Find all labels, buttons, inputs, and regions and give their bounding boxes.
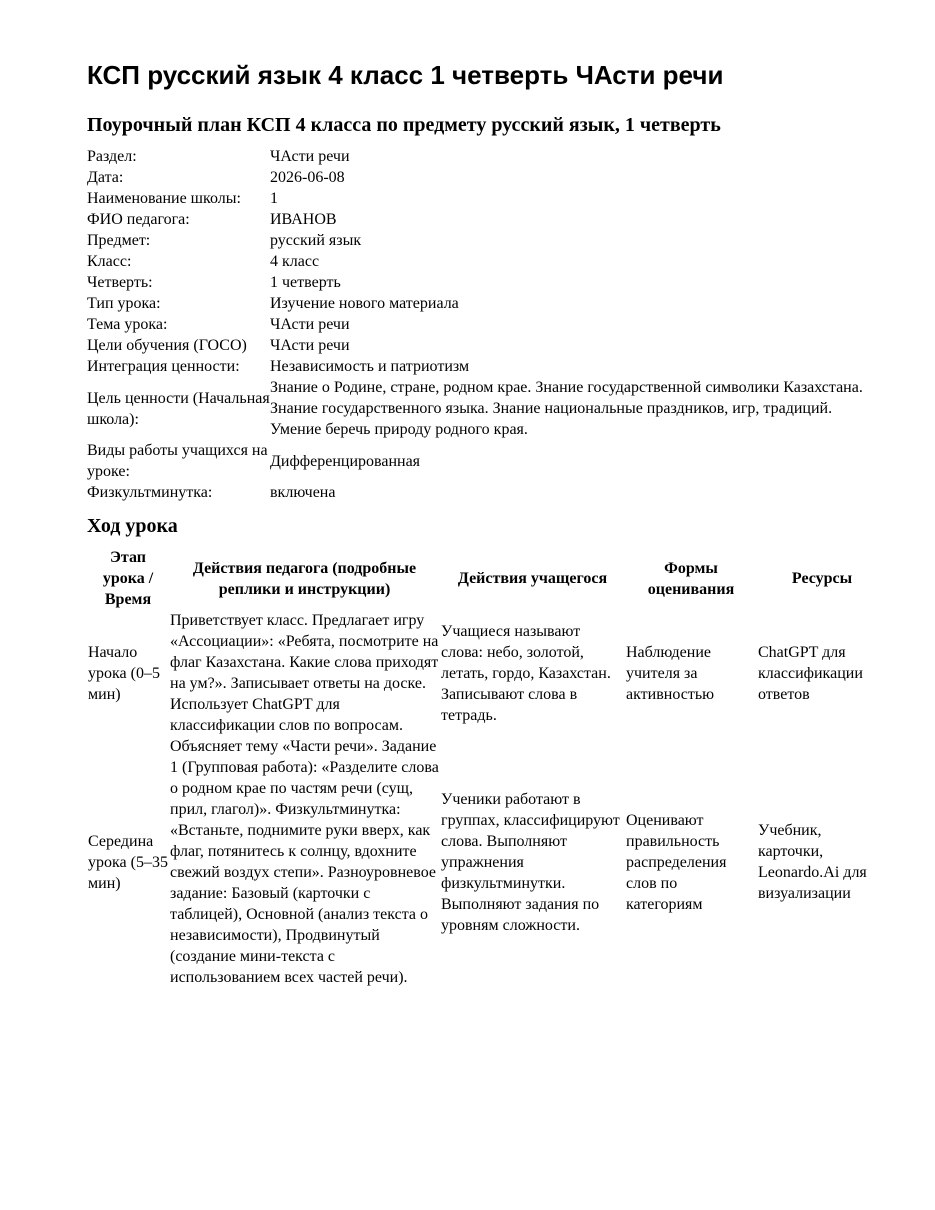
info-row [87, 230, 870, 251]
info-row [87, 209, 870, 230]
cell-resources: Учебник, карточки, Leonardo.Ai для визуализации [758, 822, 867, 902]
info-label: Раздел: [87, 148, 137, 165]
info-row [87, 188, 870, 209]
info-row [87, 167, 870, 188]
info-value: 1 [270, 190, 278, 207]
info-row [87, 314, 870, 335]
info-value: 2026-06-08 [270, 169, 345, 186]
document-title: КСП русский язык 4 класс 1 четверть ЧАсти речи [87, 60, 724, 90]
info-label: Класс: [87, 253, 132, 270]
info-label: Цели обучения (ГОСО) [87, 337, 247, 354]
document-page [87, 58, 887, 988]
lesson-progress-heading: Ход урока [87, 515, 178, 537]
cell-student-actions: Учащиеся называют слова: небо, золотой, летать, гордо, Казахстан. Записывают слова в тетрадь. [441, 622, 611, 724]
info-label: Тема урока: [87, 316, 168, 333]
info-label: Цель ценности (Начальная школа): [87, 389, 270, 428]
table-row [87, 736, 887, 988]
cell-stage: Начало урока (0–5 мин) [88, 643, 160, 703]
column-header-assessment: Формы оценивания [647, 559, 735, 598]
info-label: Физкультминутка: [87, 484, 213, 501]
info-row [87, 272, 870, 293]
info-value: ЧАсти речи [270, 148, 350, 165]
info-label: Интеграция ценности: [87, 358, 240, 375]
column-header-stage: Этап урока / Время [102, 549, 154, 608]
info-value: включена [270, 484, 336, 501]
info-label: ФИО педагога: [87, 211, 190, 228]
info-value: русский язык [270, 232, 362, 249]
info-value: Дифференцированная [270, 452, 421, 470]
info-row [87, 356, 870, 377]
column-header-student-actions: Действия учащегося [457, 570, 608, 587]
info-value: ЧАсти речи [270, 316, 350, 333]
info-label: Виды работы учащихся на уроке: [87, 442, 268, 480]
info-label: Предмет: [87, 232, 151, 249]
info-row [87, 146, 870, 167]
info-row [87, 377, 870, 440]
info-label: Наименование школы: [87, 190, 241, 207]
lesson-info-table [87, 146, 870, 503]
info-value: 1 четверть [270, 274, 341, 291]
lesson-progress-table [87, 547, 887, 988]
column-header-teacher-actions: Действия педагога (подробные реплики и инструкции) [192, 559, 417, 598]
info-row [87, 251, 870, 272]
info-value: ИВАНОВ [270, 211, 337, 228]
info-label: Четверть: [87, 274, 153, 291]
info-value: Знание о Родине, стране, родном крае. Знание государственной символики Казахстана. Знание государственного языка. Знание национальные праздников, игр, традиций. Умение беречь природу родного края. [270, 379, 863, 438]
info-value: Изучение нового материала [270, 295, 459, 312]
document-subtitle: Поурочный план КСП 4 класса по предмету русский язык, 1 четверть [87, 114, 721, 136]
cell-teacher-actions: Приветствует класс. Предлагает игру «Ассоциации»: «Ребята, посмотрите на флаг Казахстана. Какие слова приходят на ум?». Записывает ответы на доске. Использует ChatGPT для классификации слов по вопросам. [170, 612, 439, 734]
info-label: Дата: [87, 169, 124, 186]
info-label: Тип урока: [87, 295, 161, 312]
info-row [87, 335, 870, 356]
cell-assessment: Наблюдение учителя за активностью [626, 643, 715, 703]
cell-stage: Середина урока (5–35 мин) [88, 832, 168, 892]
table-header-row [87, 547, 887, 610]
column-header-resources: Ресурсы [791, 570, 853, 587]
cell-student-actions: Ученики работают в группах, классифицируют слова. Выполняют упражнения физкультминутки. Выполняют задания по уровням сложности. [441, 790, 620, 934]
info-value: ЧАсти речи [270, 337, 350, 354]
info-row [87, 482, 870, 503]
info-row [87, 293, 870, 314]
info-value: 4 класс [270, 253, 320, 270]
cell-teacher-actions: Объясняет тему «Части речи». Задание 1 (Групповая работа): «Разделите слова о родном крае по частям речи (сущ, прил, глагол)». Физкультминутка: «Встаньте, поднимите руки вверх, как флаг, потянитесь к солнцу, вдохните свежий воздух степи». Разноуровневое задание: Базовый (карточки с таблицей), Основной (анализ текста о независимости), Продвинутый (создание мини-текста с использованием всех частей речи). [170, 738, 439, 986]
cell-resources: ChatGPT для классификации ответов [758, 643, 863, 703]
info-row [87, 440, 870, 482]
table-row [87, 610, 887, 736]
info-value: Независимость и патриотизм [270, 358, 470, 375]
cell-assessment: Оценивают правильность распределения слов по категориям [626, 811, 727, 913]
